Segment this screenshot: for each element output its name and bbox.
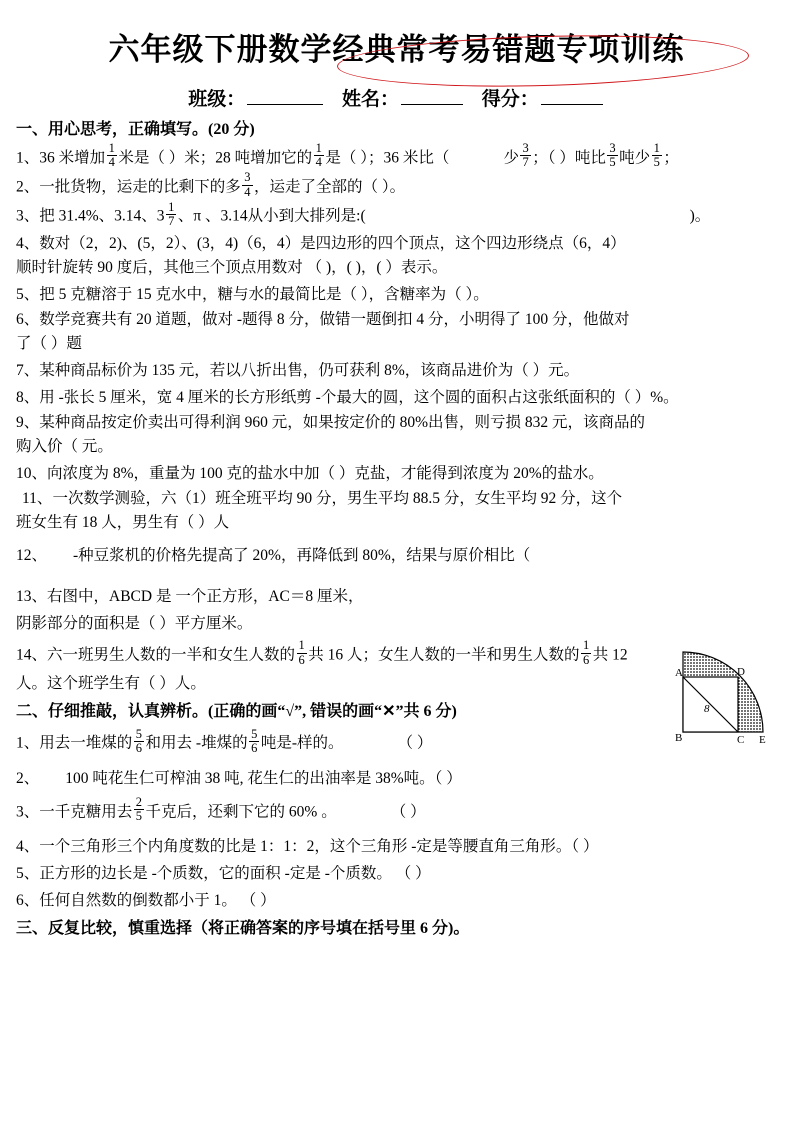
q14-text-c: 共 12 xyxy=(592,646,628,664)
judge-1 xyxy=(16,726,773,757)
geometry-figure xyxy=(675,644,771,749)
q14-frac-a: $\frac{1}{6}$ xyxy=(298,638,305,667)
class-label: 班级： xyxy=(188,89,246,110)
q5-text: 把 5 克糖溶于 15 克水中，糖与水的最简比是（ ），含糖率为（ ）。 xyxy=(39,285,489,303)
q9-number: 9、 xyxy=(16,413,40,431)
q9-line-2: 购入价（ 元。 xyxy=(16,438,113,456)
q2-number: 2、 xyxy=(16,178,40,196)
figure-label-c: C xyxy=(737,734,745,746)
page-title: 六年级下册数学经典常考易错题专项训练 xyxy=(108,32,685,67)
j3-answer-bracket[interactable]: （ ） xyxy=(390,803,426,821)
class-field xyxy=(188,84,325,111)
q14-number: 14、 xyxy=(16,646,48,664)
q13-line-1: 右图中，ABCD 是 一个正方形，AC＝8 厘米， xyxy=(47,587,364,605)
score-field xyxy=(482,84,605,111)
j3-frac: $\frac{2}{5}$ xyxy=(135,795,143,824)
q1-frac-3: $\frac{3}{7}$ xyxy=(522,141,529,170)
q7-number: 7、 xyxy=(16,361,40,379)
j3-text-a: 一千克糖用去 xyxy=(39,803,133,821)
q7-text: 某种商品标价为 135 元，若以八折出售，仍可获利 8%，该商品进价为（ ）元。 xyxy=(39,361,580,379)
question-6-line2 xyxy=(16,333,773,355)
question-4 xyxy=(16,233,773,255)
question-7 xyxy=(16,358,773,383)
judge-5 xyxy=(16,861,773,886)
q1-text-c: 是（ ）；36 米比（ xyxy=(325,149,450,167)
j6-text: 任何自然数的倒数都小于 1。 （ ） xyxy=(39,892,276,910)
j2-text: 100 吨花生仁可榨油 38 吨, 花生仁的出油率是 38%吨。（ ） xyxy=(65,769,462,787)
q3-text-a: 把 31.4%、3.14、3 xyxy=(39,208,165,226)
q11-line-1: 一次数学测验，六（1）班全班平均 90 分，男生平均 88.5 分，女生平均 92 分，这个 xyxy=(52,489,623,507)
j1-number: 1、 xyxy=(16,735,40,753)
section-heading-2: 二、仔细推敲，认真辨析。(正确的画“√”, 错误的画“✕”共 6 分) xyxy=(16,702,457,720)
j2-number: 2、 xyxy=(16,769,40,787)
q4-line-2: 顺时针旋转 90 度后，其他三个顶点用数对 （ )，( )，( ）表示。 xyxy=(16,259,448,277)
j3-number: 3、 xyxy=(16,803,40,821)
q5-number: 5、 xyxy=(16,285,40,303)
q14-frac-b: $\frac{1}{6}$ xyxy=(583,638,590,667)
question-2 xyxy=(16,170,773,201)
question-8 xyxy=(16,385,773,410)
question-5 xyxy=(16,282,773,307)
q6-number: 6、 xyxy=(16,310,40,328)
q1-text-e: ；（ ）吨比 xyxy=(532,149,606,167)
q10-text: 向浓度为 8%，重量为 100 克的盐水中加（ ）克盐，才能得到浓度为 20%的盐水。 xyxy=(47,464,604,482)
q4-line-1: 数对（2，2)、(5，2）、(3，4)（6，4）是四边形的四个顶点，这个四边形绕点（6，4） xyxy=(39,234,626,252)
q11-number: 11、 xyxy=(22,489,53,507)
q1-number: 1、 xyxy=(16,149,40,167)
question-9-line2 xyxy=(16,436,773,458)
question-3 xyxy=(16,199,773,230)
q1-text-g: ； xyxy=(663,149,679,167)
j1-text-a: 用去一堆煤的 xyxy=(39,735,133,753)
q12-number: 12、 xyxy=(16,546,48,564)
q3-text-b: 、π 、3.14从小到大排列是:( xyxy=(177,208,366,226)
section-heading-3: 三、反复比较，慎重选择（将正确答案的序号填在括号里 6 分)。 xyxy=(16,920,470,938)
question-11 xyxy=(16,488,773,510)
q14-text-b: 共 16 人；女生人数的一半和男生人数的 xyxy=(308,646,580,664)
q14-text-a: 六一班男生人数的一半和女生人数的 xyxy=(47,646,296,664)
q4-number: 4、 xyxy=(16,234,40,252)
question-10 xyxy=(16,461,773,486)
worksheet-page xyxy=(0,24,793,1146)
q1-frac-5: $\frac{1}{5}$ xyxy=(653,141,660,170)
j1-frac-a: $\frac{5}{6}$ xyxy=(135,726,143,755)
q6-line-2: 了（ ）题 xyxy=(16,335,82,353)
figure-label-d: D xyxy=(737,666,745,678)
score-label: 得分： xyxy=(481,89,539,110)
j1-text-c: 吨是-样的。 xyxy=(260,735,344,753)
q10-number: 10、 xyxy=(16,464,48,482)
worksheet-content xyxy=(0,117,793,942)
q12-text: -种豆浆机的价格先提高了 20%，再降低到 80%，结果与原价相比（ xyxy=(73,546,531,564)
q8-number: 8、 xyxy=(16,388,40,406)
figure-label-b: B xyxy=(675,732,683,744)
section-heading-1: 一、用心思考，正确填写。(20 分) xyxy=(16,121,255,138)
question-13-line2 xyxy=(16,611,773,636)
figure-label-diagonal: 8 xyxy=(704,703,710,715)
question-1 xyxy=(16,141,773,172)
q2-frac: $\frac{3}{4}$ xyxy=(244,170,251,199)
q1-frac-2: $\frac{1}{4}$ xyxy=(315,141,322,170)
name-blank[interactable] xyxy=(401,89,463,105)
judge-2 xyxy=(16,766,773,791)
figure-label-e: E xyxy=(759,734,766,746)
judge-6 xyxy=(16,888,773,913)
q13-number: 13、 xyxy=(16,587,48,605)
question-11-line2 xyxy=(16,512,773,534)
j1-answer-bracket[interactable]: （ ） xyxy=(397,735,433,753)
q6-line-1: 数学竞赛共有 20 道题，做对 -题得 8 分，做错一题倒扣 4 分，小明得了 100 分，他做对 xyxy=(39,310,630,328)
q8-text: 用 -张长 5 厘米，宽 4 厘米的长方形纸剪 -个最大的圆，这个圆的面积占这张纸面积的（ ）%。 xyxy=(39,388,679,406)
title-area xyxy=(0,24,793,80)
q1-frac-4: $\frac{3}{5}$ xyxy=(609,141,616,170)
q3-number: 3、 xyxy=(16,208,40,226)
q1-text-f: 吨少 xyxy=(619,149,651,167)
q1-frac-1: $\frac{1}{4}$ xyxy=(108,141,115,170)
j6-number: 6、 xyxy=(16,892,40,910)
j5-number: 5、 xyxy=(16,865,40,883)
j4-text: 一个三角形三个内角度数的比是 1：1：2，这个三角形 -定是等腰直角三角形。（ ） xyxy=(39,838,599,856)
class-blank[interactable] xyxy=(247,89,323,105)
j4-number: 4、 xyxy=(16,838,40,856)
q3-text-c: )。 xyxy=(689,208,711,226)
j3-text-b: 千克后，还剩下它的 60% 。 xyxy=(145,803,337,821)
student-info-row xyxy=(0,84,793,111)
judge-3 xyxy=(16,795,773,826)
j1-frac-b: $\frac{5}{6}$ xyxy=(251,726,258,755)
question-12 xyxy=(16,543,773,568)
q13-line-2: 阴影部分的面积是（ ）平方厘米。 xyxy=(16,615,253,633)
q1-text-b: 米是（ ）米；28 吨增加它的 xyxy=(118,149,313,167)
question-4-line2 xyxy=(16,257,773,279)
question-9 xyxy=(16,412,773,434)
j5-text: 正方形的边长是 -个质数，它的面积 -定是 -个质数。 （ ） xyxy=(39,865,431,883)
figure-label-a: A xyxy=(675,667,683,679)
square-quarter-circle-diagram xyxy=(675,644,771,749)
q14-line-2: 人。这个班学生有（ ）人。 xyxy=(16,675,206,693)
q3-frac: $\frac{1}{7}$ xyxy=(168,199,175,228)
q2-text-b: ，运走了全部的（ ）。 xyxy=(254,178,406,196)
question-6 xyxy=(16,309,773,331)
q9-line-1: 某种商品按定价卖出可得利润 960 元，如果按定价的 80%出售，则亏损 832 元，该商品的 xyxy=(39,413,646,431)
question-14-line2 xyxy=(16,671,773,696)
score-blank[interactable] xyxy=(541,89,603,105)
judge-4 xyxy=(16,834,773,859)
q1-text-d: 少 xyxy=(503,149,519,167)
q1-text-a: 36 米增加 xyxy=(39,149,106,167)
q2-text-a: 一批货物，运走的比剩下的多 xyxy=(39,178,241,196)
q11-line-2: 班女生有 18 人，男生有（ ）人 xyxy=(16,514,230,532)
question-13 xyxy=(16,584,773,609)
j1-text-b: 和用去 -堆煤的 xyxy=(145,735,248,753)
question-14 xyxy=(16,638,773,669)
name-label: 姓名： xyxy=(341,89,399,110)
name-field xyxy=(342,84,465,111)
